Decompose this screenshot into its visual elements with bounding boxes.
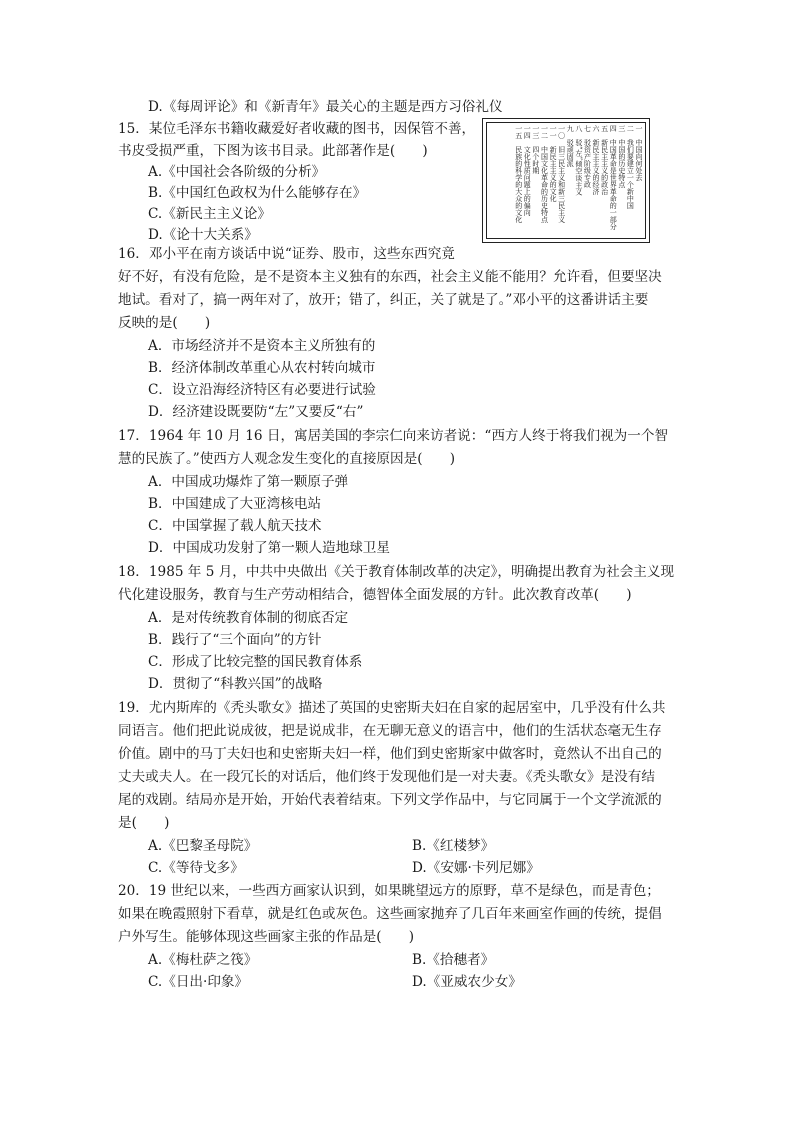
q20-option-a: A.《梅杜萨之筏》 <box>148 952 258 968</box>
q18-option-a: A．是对传统教育体制的彻底否定 <box>148 610 349 626</box>
q15-option-a: A.《中国社会各阶级的分析》 <box>148 164 326 180</box>
q19-line-2: 同语言。他们把此说成彼，把是说成非，在无聊无意义的语言中，他们的生活状态毫无生存 <box>118 723 662 739</box>
q20-option-b: B.《拾穗者》 <box>412 952 495 968</box>
q18-option-c: C．形成了比较完整的国民教育体系 <box>148 654 363 670</box>
toc-entry: 七 驳资产阶级专政 <box>583 125 592 188</box>
q19-line-5: 尾的戏剧。结局亦是开始，开始代表着结束。下列文学作品中，与它同属于一个文学流派的 <box>118 792 662 808</box>
q16-line-3: 地试。看对了，搞一两年对了，放开；错了，纠正，关了就是了。”邓小平的这番讲话主要 <box>118 292 649 308</box>
book-contents-list <box>486 122 646 239</box>
q15-option-c: C.《新民主主义论》 <box>148 206 271 222</box>
q18-line-2: 代化建设服务，教育与生产劳动相结合，德智体全面发展的方针。此次教育改革( ) <box>118 587 632 603</box>
toc-entry: 一一 新民主主义的文化 <box>549 125 558 202</box>
q19-line-1: 19．尤内斯库的《秃头歌女》描述了英国的史密斯夫妇在自家的起居室中，几乎没有什么共 <box>118 700 666 716</box>
toc-entry: 五 新民主主义的政治 <box>600 125 609 195</box>
q17-line-2: 慧的民族了。”使西方人观念发生变化的直接原因是( ) <box>118 451 456 467</box>
q20-line-3: 户外写生。能够体现这些画家主张的作品是( ) <box>118 929 415 945</box>
toc-entry: 二 我们要建立一个新中国 <box>626 125 635 209</box>
q18-option-b: B．践行了“三个面向”的方针 <box>148 632 322 648</box>
q16-option-d: D．经济建设既要防“左”又要反“右” <box>148 404 364 420</box>
q14-option-d: D.《每周评论》和《新青年》最关心的主题是西方习俗礼仪 <box>148 99 503 115</box>
q20-line-2: 如果在晚霞照射下看草，就是红色或灰色。这些画家抛弃了几百年来画室作画的传统，提倡 <box>118 906 662 922</box>
q16-option-c: C．设立沿海经济特区有必要进行试验 <box>148 382 376 398</box>
q15-stem-line-2: 书皮受损严重，下图为该书目录。此部著作是( ) <box>118 143 428 159</box>
q15-option-b: B.《中国红色政权为什么能够存在》 <box>148 185 367 201</box>
q19-line-6: 是( ) <box>118 815 170 831</box>
toc-entry: 一〇 旧三民主义和新三民主义 <box>557 125 566 223</box>
q16-option-b: B．经济体制改革重心从农村转向城市 <box>148 360 376 376</box>
q19-option-b: B.《红楼梦》 <box>412 838 495 854</box>
q15-stem-line-1: 15．某位毛泽东书籍收藏爱好者收藏的图书，因保管不善， <box>118 121 476 137</box>
toc-entry: 一三 四个时期 <box>531 125 540 174</box>
q17-option-c: C．中国掌握了载人航天技术 <box>148 518 322 534</box>
q19-option-c: C.《等待戈多》 <box>148 860 244 876</box>
q19-option-a: A.《巴黎圣母院》 <box>148 838 258 854</box>
q18-line-1: 18．1985 年 5 月，中共中央做出《关于教育体制改革的决定》，明确提出教育为社会主义现 <box>118 564 675 580</box>
toc-entry: 一二 中国文化革命的历史特点 <box>540 125 549 223</box>
q16-line-2: 好不好，有没有危险，是不是资本主义独有的东西，社会主义能不能用？允许看，但要坚决 <box>118 269 662 285</box>
q16-line-4: 反映的是( ) <box>118 315 211 331</box>
q19-line-3: 价值。剧中的马丁夫妇也和史密斯夫妇一样，他们到史密斯家中做客时，竟然认不出自己的 <box>118 746 662 762</box>
toc-entry: 一 中国向何处去 <box>635 125 643 181</box>
toc-entry: 六 新民主主义的经济 <box>592 125 601 195</box>
q20-option-d: D.《亚威农少女》 <box>412 974 522 990</box>
q17-option-a: A．中国成功爆炸了第一颗原子弹 <box>148 474 349 490</box>
q17-option-d: D．中国成功发射了第一颗人造地球卫星 <box>148 540 390 556</box>
toc-entry: 一五 民族的科学的大众的文化 <box>514 125 523 223</box>
book-contents-image <box>482 118 650 243</box>
q19-option-d: D.《安娜·卡列尼娜》 <box>412 860 540 876</box>
toc-entry: 九 驳顽固派 <box>566 125 575 167</box>
toc-entry: 三 中国的历史特点 <box>617 125 626 188</box>
q15-option-d: D.《论十大关系》 <box>148 227 258 243</box>
q17-option-b: B．中国建成了大亚湾核电站 <box>148 496 322 512</box>
q17-line-1: 17．1964 年 10 月 16 日，寓居美国的李宗仁向来访者说：“西方人终于将我们视为一个智 <box>118 428 669 444</box>
q16-option-a: A．市场经济并不是资本主义所独有的 <box>148 338 376 354</box>
q20-option-c: C.《日出·印象》 <box>148 974 249 990</box>
q16-line-1: 16．邓小平在南方谈话中说“证券、股市，这些东西究竟 <box>118 246 455 262</box>
toc-entry: 一四 文化性质问题上的偏向 <box>523 125 532 216</box>
q19-line-4: 丈夫或夫人。在一段冗长的对话后，他们终于发现他们是一对夫妻。《秃头歌女》是没有结 <box>118 769 655 785</box>
toc-entry: 八 驳“左”倾空谈主义 <box>574 125 583 196</box>
q20-line-1: 20．19 世纪以来，一些西方画家认识到，如果眺望远方的原野，草不是绿色，而是青色； <box>118 883 660 899</box>
q18-option-d: D．贯彻了“科教兴国”的战略 <box>148 676 323 692</box>
toc-entry: 四 中国革命是世界革命的一部分 <box>609 125 618 230</box>
